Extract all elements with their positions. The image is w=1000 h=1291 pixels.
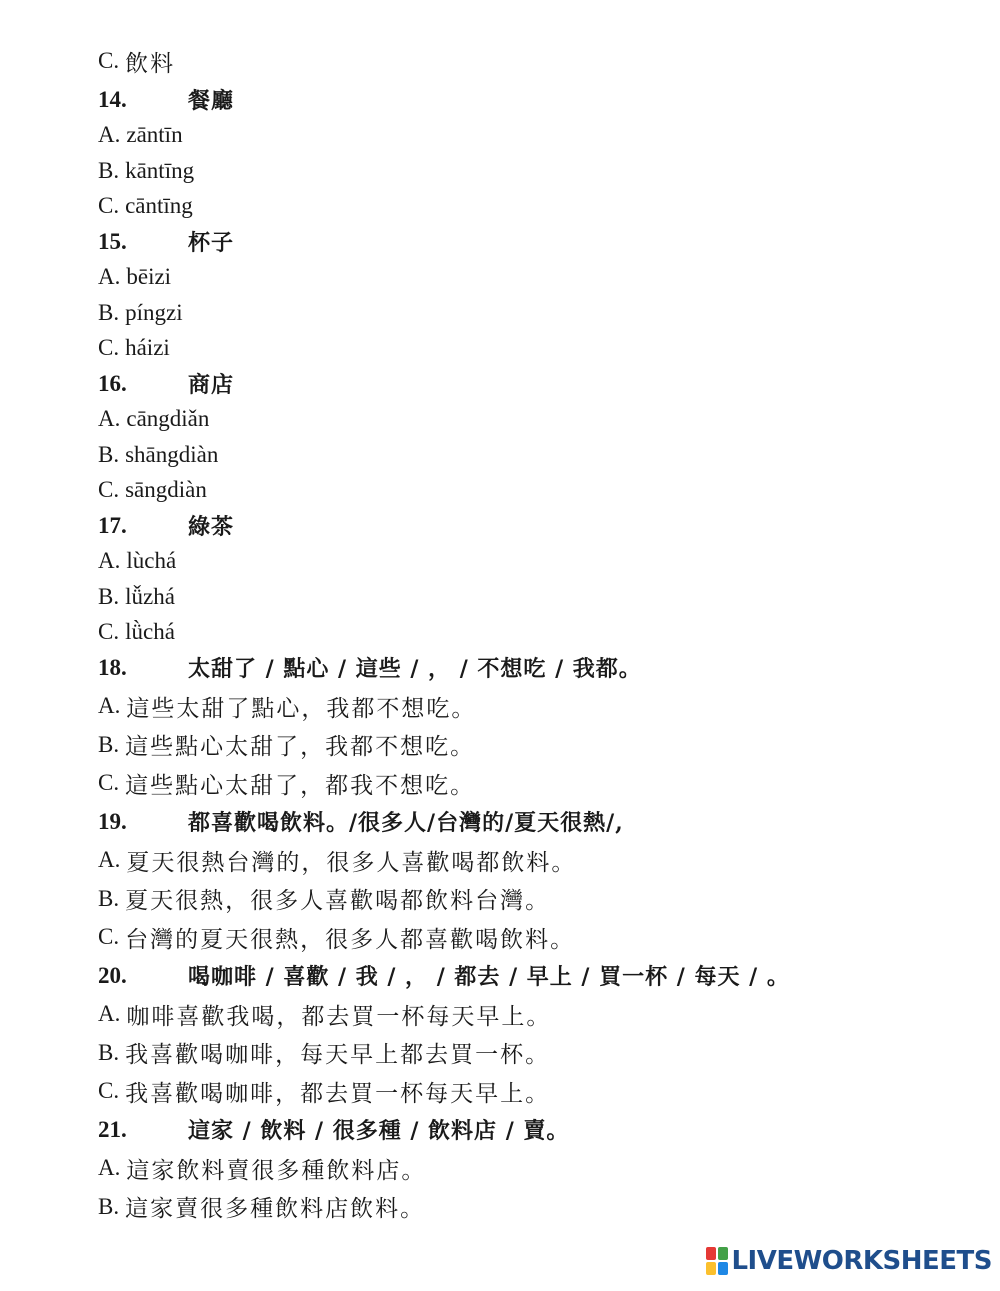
question-17: [98, 509, 234, 543]
answer-option: [98, 1036, 550, 1070]
question-15: [98, 225, 234, 259]
option-letter: B.: [98, 1193, 120, 1219]
question-number: 16.: [98, 370, 127, 396]
option-text: 飲料: [125, 50, 176, 76]
answer-option: [98, 118, 183, 152]
option-letter: B.: [98, 731, 120, 757]
option-letter: A.: [98, 264, 121, 289]
option-letter: C.: [98, 193, 120, 218]
option-letter: A.: [98, 122, 121, 147]
option-text: 這些點心太甜了，我都不想吃。: [125, 734, 476, 759]
answer-option: [98, 997, 551, 1031]
question-text: 這家 / 飲料 / 很多種 / 飲料店 / 賣。: [188, 1118, 570, 1144]
option-text: háizi: [125, 335, 170, 360]
answer-option: [98, 260, 171, 294]
answer-option: [98, 189, 193, 223]
option-text: 我喜歡喝咖啡，每天早上都去買一杯。: [125, 1042, 551, 1067]
answer-option: [98, 1190, 425, 1224]
question-14: [98, 83, 234, 117]
answer-option: [98, 438, 218, 472]
option-text: sāngdiàn: [125, 477, 207, 502]
question-text: 都喜歡喝飲料。/很多人/台灣的/夏天很熱/,: [188, 810, 624, 836]
option-text: 這些點心太甜了，都我不想吃。: [125, 772, 476, 798]
option-text: lǚzhá: [125, 583, 175, 609]
answer-option: [98, 1151, 426, 1185]
option-text: kāntīng: [125, 157, 195, 183]
question-number: 19.: [98, 808, 127, 834]
question-20: [98, 959, 790, 993]
logo-text: LIVEWORKSHEETS: [731, 1246, 992, 1276]
answer-option: [98, 473, 207, 507]
option-text: 我喜歡喝咖啡，都去買一杯每天早上。: [125, 1080, 551, 1106]
option-letter: A.: [98, 406, 121, 431]
option-text: shāngdiàn: [125, 441, 219, 467]
logo-square: [706, 1247, 716, 1260]
option-text: lùchá: [126, 548, 177, 573]
answer-option: [98, 544, 176, 578]
logo-square: [718, 1262, 728, 1275]
answer-option: [98, 44, 175, 78]
question-number: 20.: [98, 962, 127, 988]
answer-option: [98, 154, 194, 188]
answer-option: [98, 882, 550, 916]
option-letter: C.: [98, 924, 120, 949]
logo-square: [718, 1247, 728, 1260]
option-letter: C.: [98, 477, 120, 502]
answer-option: [98, 728, 475, 762]
option-letter: B.: [98, 885, 120, 911]
option-text: 這家飲料賣很多種飲料店。: [126, 1157, 427, 1183]
option-letter: B.: [98, 1039, 120, 1065]
option-letter: C.: [98, 770, 120, 795]
question-number: 15.: [98, 228, 127, 254]
answer-option: [98, 843, 576, 877]
question-number: 14.: [98, 86, 127, 112]
option-text: lǜchá: [125, 619, 175, 644]
option-letter: C.: [98, 1078, 120, 1103]
answer-option: [98, 331, 170, 365]
option-letter: C.: [98, 335, 120, 360]
answer-option: [98, 402, 209, 436]
option-letter: A.: [98, 693, 121, 718]
option-letter: B.: [98, 441, 120, 467]
option-letter: A.: [98, 1155, 121, 1180]
answer-option: [98, 766, 475, 800]
option-text: cāngdiǎn: [126, 406, 210, 431]
question-text: 杯子: [188, 230, 235, 256]
answer-option: [98, 920, 575, 954]
question-16: [98, 367, 234, 401]
option-letter: C.: [98, 48, 120, 73]
question-text: 太甜了 / 點心 / 這些 / ， / 不想吃 / 我都。: [188, 656, 642, 682]
option-letter: C.: [98, 619, 120, 644]
answer-option: [98, 615, 175, 649]
option-letter: A.: [98, 548, 121, 573]
option-text: cāntīng: [125, 193, 193, 218]
question-text: 喝咖啡 / 喜歡 / 我 / ， / 都去 / 早上 / 買一杯 / 每天 / 。: [188, 964, 790, 990]
option-text: 夏天很熱台灣的，很多人喜歡喝都飲料。: [126, 849, 577, 875]
question-19: [98, 805, 624, 839]
question-number: 18.: [98, 654, 127, 680]
answer-option: [98, 580, 175, 614]
option-text: 台灣的夏天很熱，很多人都喜歡喝飲料。: [125, 926, 576, 952]
option-letter: A.: [98, 1001, 121, 1026]
option-text: píngzi: [125, 299, 183, 325]
question-21: [98, 1113, 569, 1147]
answer-option: [98, 1074, 550, 1108]
option-letter: A.: [98, 847, 121, 872]
option-text: 咖啡喜歡我喝，都去買一杯每天早上。: [126, 1003, 552, 1029]
option-text: zāntīn: [126, 122, 183, 147]
question-text: 餐廳: [188, 88, 235, 114]
question-text: 商店: [188, 372, 235, 398]
option-text: 這家賣很多種飲料店飲料。: [125, 1196, 426, 1221]
option-letter: B.: [98, 299, 120, 325]
option-text: 這些太甜了點心，我都不想吃。: [126, 695, 477, 721]
answer-option: [98, 689, 476, 723]
option-text: 夏天很熱，很多人喜歡喝都飲料台灣。: [125, 888, 551, 913]
liveworksheets-logo-icon: [706, 1247, 728, 1275]
question-text: 綠茶: [188, 514, 235, 540]
option-letter: B.: [98, 583, 120, 609]
question-number: 17.: [98, 512, 127, 538]
option-text: bēizi: [126, 264, 172, 289]
logo-square: [706, 1262, 716, 1275]
question-18: [98, 651, 642, 685]
liveworksheets-logo: [706, 1247, 992, 1275]
question-number: 21.: [98, 1116, 127, 1142]
answer-option: [98, 296, 183, 330]
option-letter: B.: [98, 157, 120, 183]
